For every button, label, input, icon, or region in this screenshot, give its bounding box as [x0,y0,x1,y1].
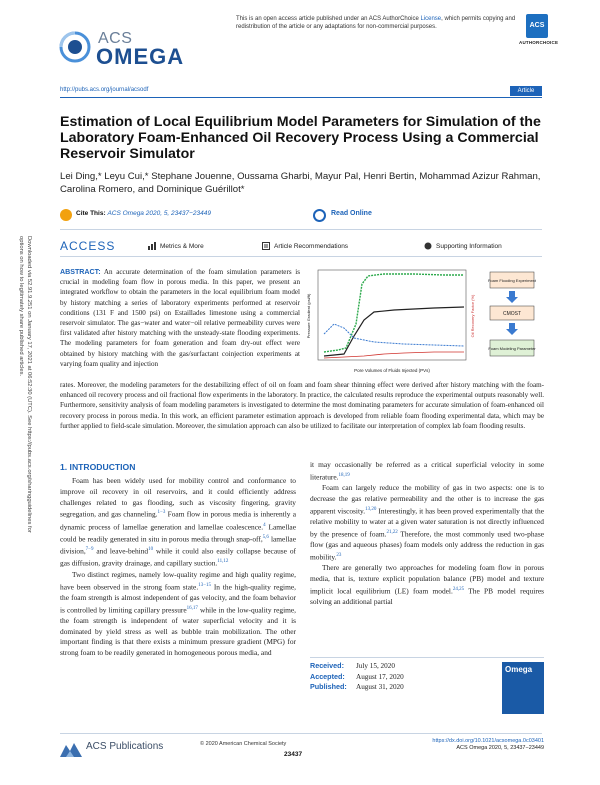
journal-cover-title: Omega [505,665,533,674]
acs-publications-logo-icon [60,741,82,757]
published-date: August 31, 2020 [356,683,404,692]
toc-ylabel-right: Oil Recovery Factor (%) [470,294,475,338]
open-access-note [236,15,516,31]
intro-c2p1: Foam can largely reduce the mobility of gas in two aspects: one is to decrease the gas relative permeability and the other is to increase the gas apparent viscosity. [310,483,544,516]
ref-link[interactable]: 7−9 [85,547,94,553]
read-online-link[interactable]: Read Online [331,210,372,217]
header-divider [60,97,542,98]
doi-block [410,738,544,752]
copyright-notice: © 2020 American Chemical Society [200,741,287,747]
accepted-date: August 17, 2020 [356,672,404,681]
acs-omega-logo-icon [58,30,92,64]
brand-acs: ACS [98,30,133,47]
brand-omega: OMEGA [96,44,185,69]
cite-this[interactable] [76,210,211,217]
ref-link[interactable]: 13,20 [365,506,377,512]
abstract-part-1 [60,267,300,369]
accepted-label: Accepted: [310,671,345,681]
abstract-part-2: rates. Moreover, the modeling parameters for the destabilizing effect of oil on foam and foam shear thinning effect were derived after history matching with the foam-enhanced oil recovery process and oil fractional flow experiments in the laboratory. In practice, the calculated results reproduce the experimental outputs reasonably well. Furthermore, sensitivity analysis of foam modeling parameters is investigated to determine the most dominating parameters for accurate simulation of foam-enhanced oil recovery process in porous media. In this work, an efficient parameter estimation approach is developed from reliable foam flooding experimental data, which may be further applied to field-scale simulation. Moreover, the simulation approach can also be utilized to facilitate our interpretation of complex lab foam flooding results. [60,381,544,430]
supporting-info-link[interactable]: Supporting Information [436,243,502,250]
ref-link[interactable]: 4 [263,522,266,528]
intro-column-2 [310,460,544,608]
toc-box-cmost: CMOST [502,311,522,317]
cite-icon [60,209,72,221]
cite-divider [60,229,542,230]
journal-url-link[interactable]: http://pubs.acs.org/journal/acsodf [60,87,149,93]
supporting-info-icon [424,242,432,250]
author-list: Lei Ding,* Leyu Cui,* Stephane Jouenne, Oussama Gharbi, Mayur Pal, Henri Bertin, Mohammad Azizur Rahman, Carolina Romero, and Dominique Guérillot* [60,171,541,195]
intro-p2c: while in the low-quality regime, the foam strength is independent of water superficial velocity and it is dominated by yield stress as well as bubble train mobilization. The other important finding is that there exists a minimum pressure gradient (MPG) for strong foam to be readily generated in homogeneous porous media, and [60,605,296,658]
ref-link[interactable]: 21,22 [386,529,398,535]
metrics-icon [148,242,156,250]
toc-xlabel: Pore Volumes of Fluids Injected (PVs) [354,368,430,373]
intro-c2p1c: Therefore, the most commonly used two-phase flow (gas and aqueous phases) foam models only address the reduction in gas mobility. [310,529,544,562]
toc-box-experiment: Foam Flooding Experiment [487,278,537,283]
published-label: Published: [310,682,347,692]
intro-p2b: In the high-quality regime, the foam strength is almost independent of gas velocity, and the foam behavior is controlled by limiting capillary pressure [60,581,296,615]
access-divider [60,256,542,257]
download-note: Downloaded via 52.91.9.251 on January 17, 2021 at 06:52:30 (UTC). See https://pubs.acs.org/sharingguidelines for options on how to legitimately share published articles. [18,236,32,533]
ref-link[interactable]: 16,17 [186,605,198,611]
acs-authorchoice-label: AUTHORCHOICE [519,40,559,45]
section-heading-introduction: 1. INTRODUCTION [60,462,136,472]
dates-divider [310,657,544,658]
journal-cover-thumbnail[interactable] [502,662,544,714]
acs-authorchoice-badge: ACS [526,14,548,38]
ref-link[interactable]: 24,25 [452,586,465,592]
intro-c2p2b: The PB model requires solving an additional partial [310,586,544,606]
oa-note-prefix: This is an open access article published under an ACS AuthorChoice [236,16,421,22]
abstract-label: ABSTRACT: [60,268,101,276]
license-link[interactable]: License [420,16,442,22]
cite-label: Cite This: [76,210,106,217]
footer-citation: ACS Omega 2020, 5, 23437−23449 [456,745,544,752]
toc-ylabel-left: Pressure Gradient (psi/ft) [306,293,311,339]
intro-p1e: and leave-behind [93,546,149,556]
received-date: July 15, 2020 [356,662,395,670]
cite-journal: ACS Omega [107,210,144,217]
ref-link[interactable]: 13−15 [198,582,212,588]
intro-p1b: Foam flow in porous media is inherently a dynamic process of lamellae generation and lamellae coalescence. [60,509,296,532]
footer-divider [60,733,542,734]
cite-ref: 2020, 5, 23437−23449 [145,210,211,217]
intro-p1d: lamellae division, [60,534,296,556]
abstract-text-1: An accurate determination of the foam simulation parameters is crucial in modeling foam flow in porous media. In this paper, we present an integrated workflow to obtain the parameters in the local equilibrium foam model by history matching a series of laboratory experiments performed at reservoir conditions (131 F and 1500 psi) on Estaillades limestone using a commercial reservoir simulator. The gas−water and water−oil relative permeability curves were first validated after history matching with the unsteady-state flooding experiments. The modeling parameters for foam generation and foam dry-out effect were obtained by history matching with the gas/surfactant coinjection experiments at varying foam quality and injection [60,268,300,368]
publisher-name: ACS Publications [86,741,164,752]
oa-note-suffix: , which permits copying and redistribution of the article or any adaptations for non-commercial purposes. [236,16,516,30]
metrics-link[interactable]: Metrics & More [160,243,204,250]
intro-p1f: while it could also easily collapse because of gas diffusion, gravity drainage, and capillary suction. [60,546,296,568]
access-label: ACCESS [60,239,116,253]
recommendations-icon [262,242,270,250]
ref-link[interactable]: 23 [336,552,342,558]
intro-p2: Two distinct regimes, namely low-quality regime and high quality regime, have been observed in the strong foam state. [60,569,296,591]
ref-link[interactable]: 10 [148,547,154,553]
intro-c2p1b: Interestingly, it has been proved experimentally that the relative mobility to water at a given water saturation is not directly influenced by the presence of foam. [310,506,545,539]
intro-column-1 [60,476,296,659]
intro-c2p2: There are generally two approaches for modeling foam flow in porous media, that is, texture explicit population balance (PB) model and texture implicit local equilibrium (LE) foam model. [310,563,544,596]
read-online-icon [313,209,326,222]
intro-p1: Foam has been widely used for mobility control and conformance to improve oil recovery in oil reservoirs, and it could efficiently address challenges related to gas flooding, such as viscosity fingering, gravity segregation, and gas channeling. [60,476,296,519]
toc-graphic [304,264,544,378]
received-label: Received: [310,661,344,670]
page-number: 23437 [284,751,303,758]
ref-link[interactable]: 5,6 [262,534,269,540]
ref-link[interactable]: 11,12 [217,559,229,565]
intro-p1c: Lamellae could be readily generated in situ in porous media through snap-off, [60,522,296,544]
article-type-badge: Article [510,86,542,96]
article-title: Estimation of Local Equilibrium Model Parameters for Simulation of the Laboratory Foam-Enhanced Oil Recovery Process Using a Commercial Reservoir Simulator [60,114,541,162]
ref-link[interactable]: 18,19 [338,472,350,478]
toc-box-parameter: Foam Modeling Parameter [488,346,536,351]
intro-c2p0: it may occasionally be referred as a critical superficial velocity in some literature. [310,460,544,482]
ref-link[interactable]: 1−3 [157,510,166,516]
recommendations-link[interactable]: Article Recommendations [274,243,349,250]
doi-link[interactable]: https://dx.doi.org/10.1021/acsomega.0c03401 [432,738,544,744]
